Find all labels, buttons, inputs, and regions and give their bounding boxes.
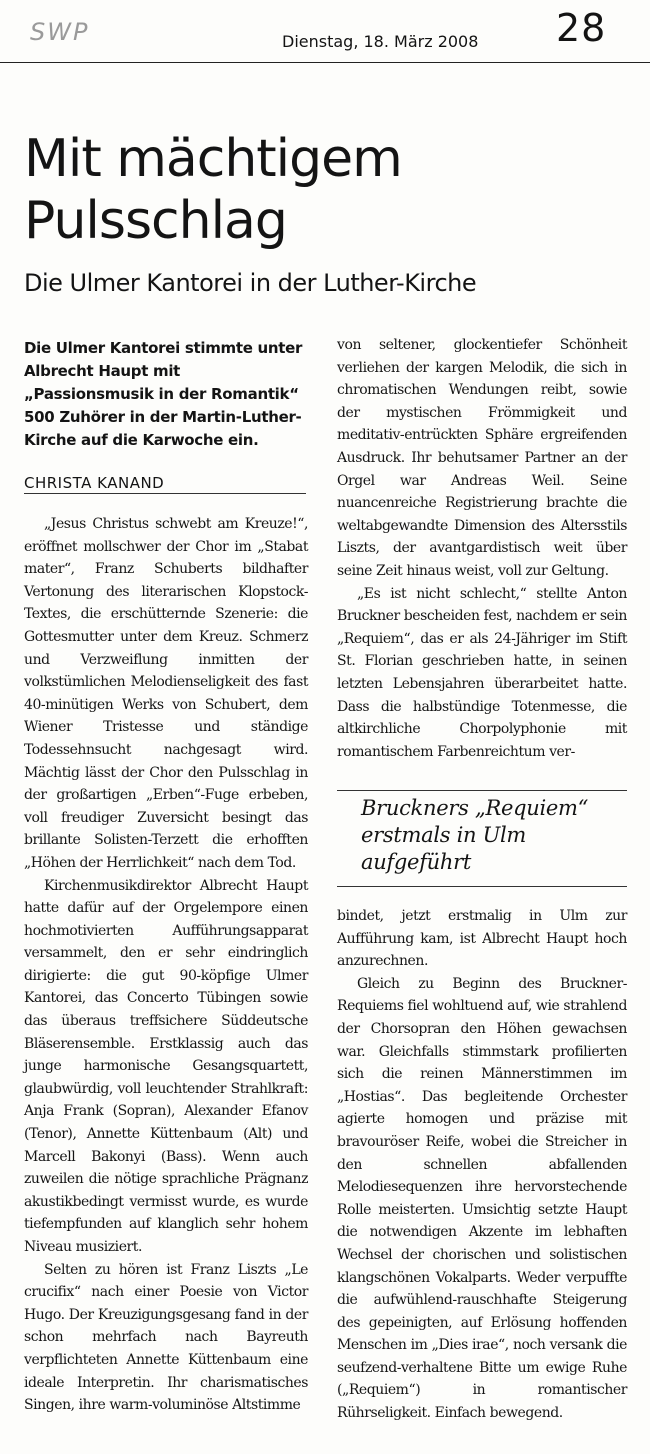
- right-column-top: [337, 334, 627, 763]
- header-rule: [0, 62, 650, 63]
- left-column: [24, 513, 308, 1417]
- pull-quote-text: Bruckners „Requiem“ erstmals in Ulm aufgeführt: [361, 796, 589, 874]
- subtitle: Die Ulmer Kantorei in der Luther-Kirche: [24, 269, 477, 297]
- body-paragraph: Gleich zu Beginn des Bruckner-Requiems fiel wohltuend auf, wie strahlend der Chorsopran den Höhen gewachsen war. Gleichfalls stimmstark profilierten sich die reinen Männerstimmen im „Hostias“. Das begleitende Orchester agierte homogen und präzise mit bravouröser Reife, wobei die Streicher in den schnellen abfallenden Melodiesequenzen ihre hervorstechende Rolle meisterten. Umsichtig setzte Haupt die notwendigen Akzente im lebhaften Wechsel der chorischen und solistischen klangschönen Vokalparts. Weder verpuffte die aufwühlend-rauschhafte Steigerung des gepeinigten, auf Erlösung hoffenden Menschen im „Dies irae“, noch versank die seufzend-verhaltene Bitte um ewige Ruhe („Requiem“) in romantischer Rührseligkeit. Einfach bewegend.: [337, 975, 627, 1422]
- lead-paragraph: Die Ulmer Kantorei stimmte unter Albrecht Haupt mit „Passionsmusik in der Romantik“ 500 Zuhörer in der Martin-Luther-Kirche auf die Karwoche ein.: [24, 339, 303, 449]
- right-column-bottom: [337, 905, 627, 1425]
- source-handwriting: SWP: [30, 18, 90, 46]
- body-paragraph: Kirchenmusikdirektor Albrecht Haupt hatte dafür auf der Orgelempore einen hochmotivierten Aufführungsapparat versammelt, den er sehr eindringlich dirigierte: die gut 90-köpfige Ulmer Kantorei, das Concerto Tübingen sowie das überaus treffsichere Süddeutsche Bläserensemble. Erstklassig auch das junge harmonische Gesangsquartett, glaubwürdig, voll leuchtender Strahlkraft: Anja Frank (Sopran), Alexander Efanov (Tenor), Annette Küttenbaum (Alt) und Marcell Bakonyi (Bass). Wenn auch zuweilen die nötige sprachliche Prägnanz akustikbedingt vermisst wurde, es wurde tiefempfunden auf klanglich sehr hohem Niveau musiziert.: [24, 877, 308, 1255]
- pull-quote: [337, 790, 627, 887]
- body-paragraph: bindet, jetzt erstmalig in Ulm zur Aufführung kam, ist Albrecht Haupt hoch anzurechnen.: [337, 908, 627, 970]
- body-paragraph: „Jesus Christus schwebt am Kreuze!“, eröffnet mollschwer der Chor im „Stabat mater“, Franz Schuberts bildhafter Vertonung des literarischen Klopstock-Textes, die erschütternde Szenerie: die Gottesmutter unter dem Kreuz. Schmerz und Verzweiflung inmitten der volkstümlichen Melodienseligkeit des fast 40-minütigen Werks von Schubert, dem Wiener Tristesse und ständige Todessehnsucht nachgesagt wird. Mächtig lässt der Chor den Pulsschlag in der großartigen „Erben“-Fuge erbeben, voll freudiger Zuversicht besingt das brillante Solisten-Terzett die erhofften „Höhen der Herrlichkeit“ nach dem Tod.: [24, 516, 308, 871]
- headline-line-1: Mit mächtigem: [24, 129, 402, 189]
- body-paragraph: von seltener, glockentiefer Schönheit verliehen der kargen Melodik, die sich in chromatischen Wendungen reibt, sowie der mystischen Frömmigkeit und meditativ-entrückten Sphäre ergreifenden Ausdruck. Ihr behutsamer Partner an der Orgel war Andreas Weil. Seine nuancenreiche Registrierung brachte die weltabgewandte Dimension des Altersstils Liszts, der avantgardistisch weit über seine Zeit hinaus weist, voll zur Geltung.: [337, 337, 627, 579]
- body-paragraph: Selten zu hören ist Franz Liszts „Le crucifix“ nach einer Poesie von Victor Hugo. Der Kreuzigungsgesang fand in der schon mehrfach nach Bayreuth verpflichteten Annette Küttenbaum eine ideale Interpretin. Ihr charismatisches Singen, ihre warm-voluminöse Altstimme: [24, 1261, 308, 1414]
- headline: [24, 128, 634, 252]
- body-paragraph: „Es ist nicht schlecht,“ stellte Anton Bruckner bescheiden fest, nachdem er sein „Requiem“, das er als 24-Jähriger im Stift St. Florian geschrieben hatte, in seinen letzten Lebensjahren überarbeitet hatte. Dass die halbstündige Totenmesse, die altkirchliche Chorpolyphonie mit romantischem Farbenreichtum ver-: [337, 585, 627, 760]
- headline-line-2: Pulsschlag: [24, 191, 287, 251]
- page-number: 28: [556, 6, 607, 50]
- author-byline: CHRISTA KANAND: [24, 474, 165, 492]
- issue-date: Dienstag, 18. März 2008: [282, 32, 479, 51]
- byline-rule: [24, 493, 306, 494]
